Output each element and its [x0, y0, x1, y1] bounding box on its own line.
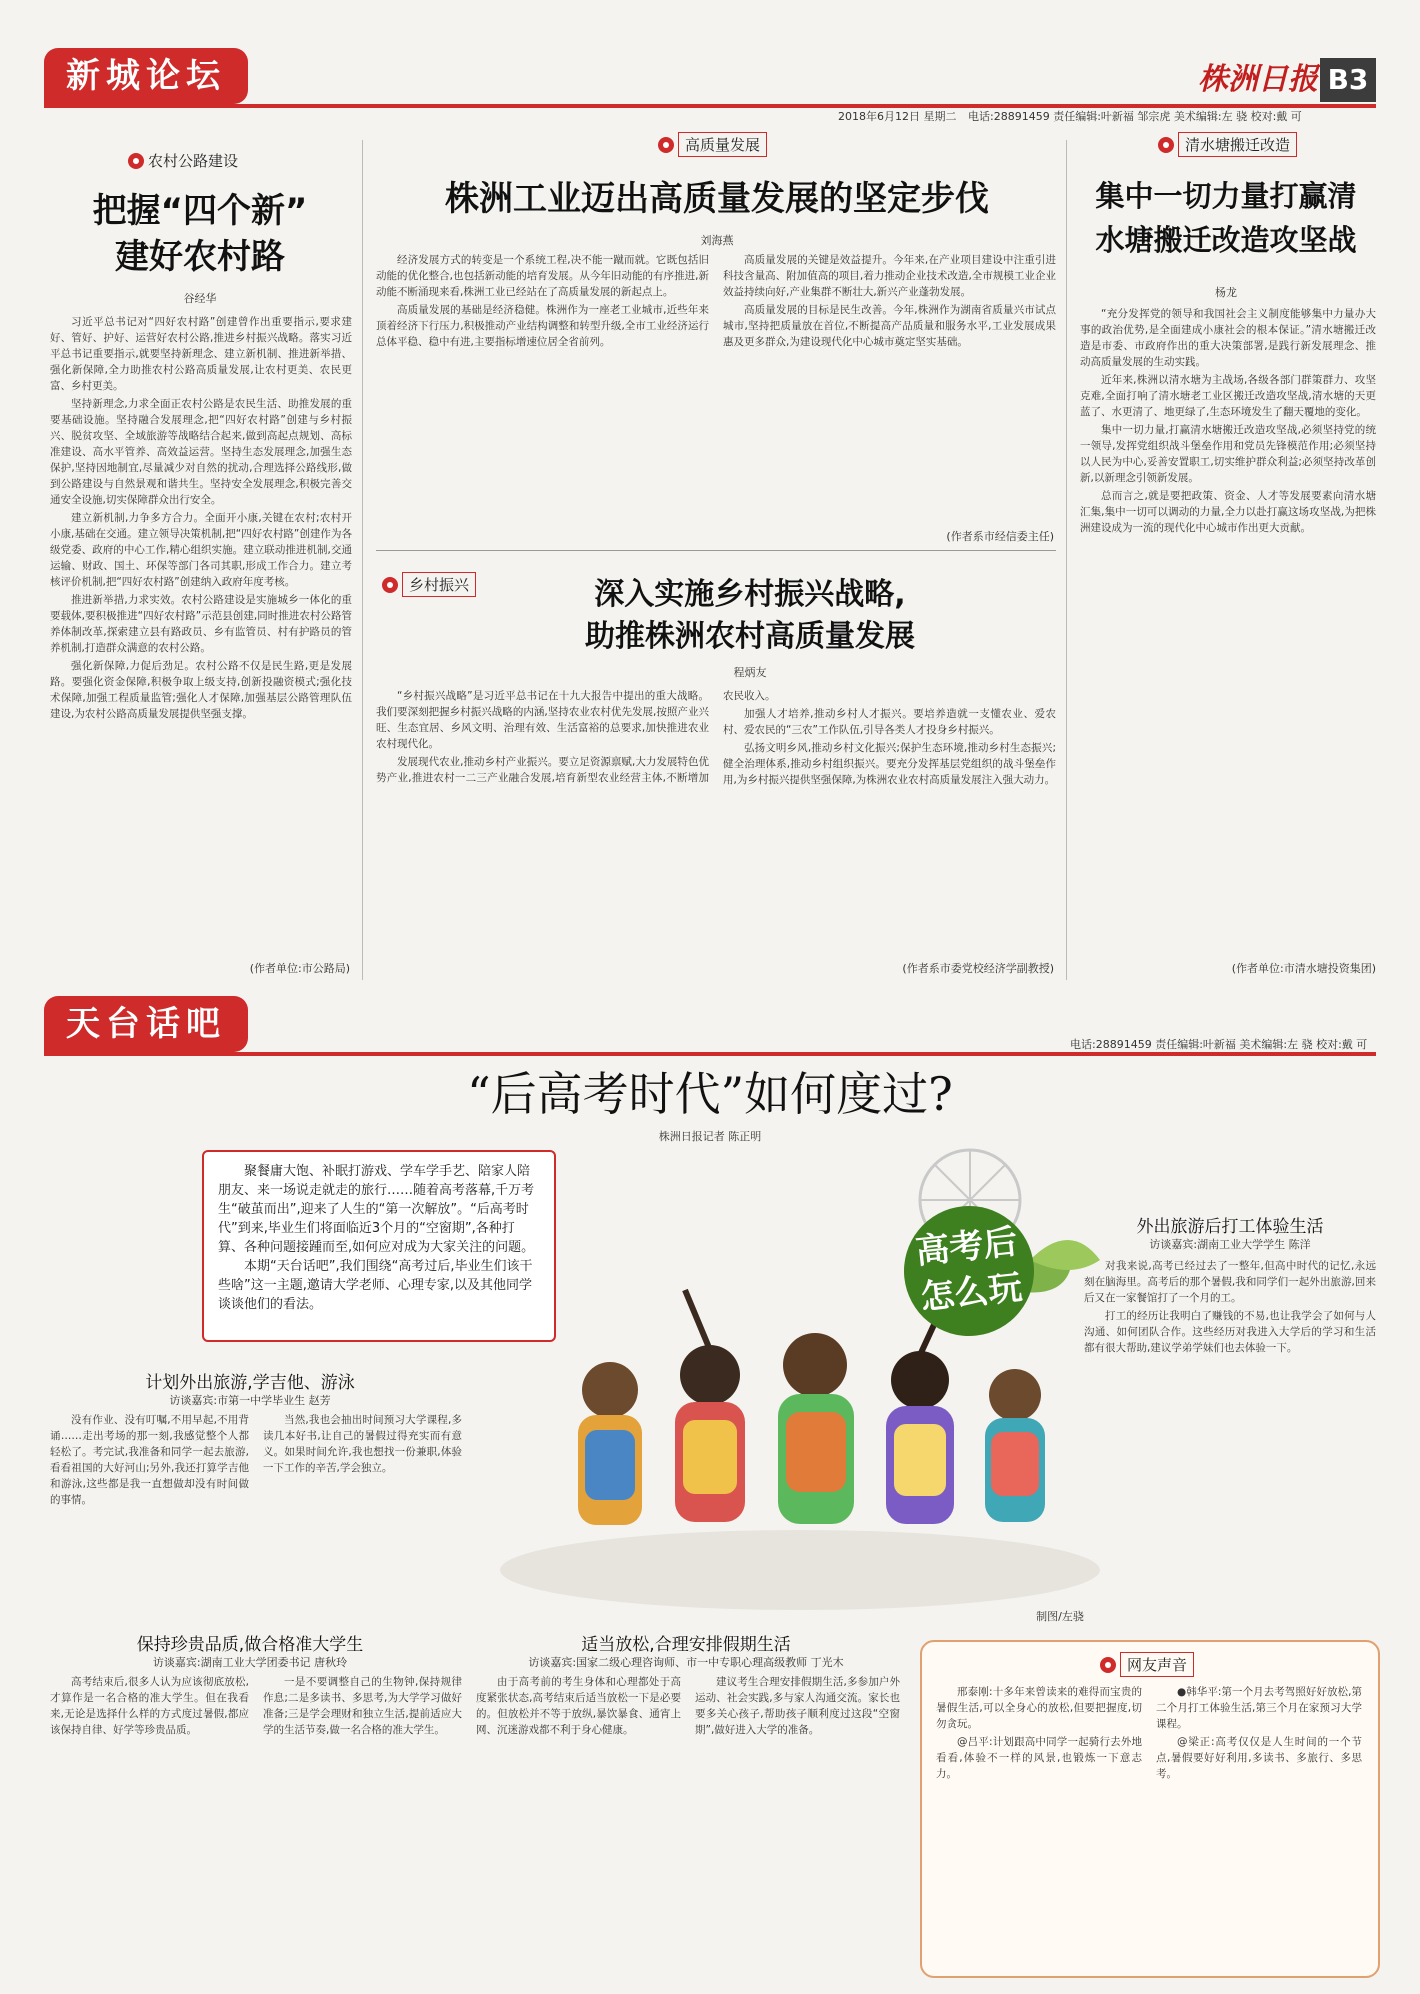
article1-note: (作者单位:市公路局) — [249, 962, 350, 975]
article4-body — [376, 688, 1056, 946]
netizens-col1 — [936, 1684, 1142, 1964]
netizens-col2 — [1156, 1684, 1362, 1964]
article4-title-line1: 深入实施乡村振兴战略, — [594, 577, 906, 612]
paragraph: “充分发挥党的领导和我国社会主义制度能够集中力量办大事的政治优势,是全面建成小康社会的根本保证。”清水塘搬迁改造是市委、市政府作出的重大决策部署,是践行新发展理念、推动高质量发展的生动实践。 — [1080, 308, 1376, 368]
article1-author: 谷经华 — [183, 292, 217, 305]
red-circle-icon — [1158, 137, 1174, 153]
article3-note: (作者单位:市清水塘投资集团) — [1231, 962, 1376, 975]
tag-rural-revitalization — [382, 572, 476, 597]
interview4-body — [476, 1674, 900, 1974]
paragraph: 一是不要调整自己的生物钟,保持规律作息;二是多读书、多思考,为大学学习做好准备;三是学会理财和独立生活,提前适应大学的生活节奏,做一名合格的准大学生。 — [263, 1676, 462, 1736]
interview2-heading: 保持珍贵品质,做合格准大学生 — [136, 1635, 364, 1655]
article3-body — [1080, 306, 1376, 954]
dateline: 2018年6月12日 星期二 — [838, 110, 957, 123]
tag-label: 网友声音 — [1120, 1652, 1194, 1677]
badge-line2: 怎么玩 — [918, 1267, 1025, 1319]
newspaper-logo: 株洲日报 — [1198, 62, 1318, 97]
article3-title — [1076, 174, 1376, 262]
article1-title-line2: 建好农村路 — [115, 237, 285, 277]
tag-rural-roads — [128, 150, 238, 171]
paragraph: 建立新机制,力争多方合力。全面开小康,关键在农村;农村开小康,基础在交通。建立领导决策机制,把“四好农村路”创建作为各级党委、政府的中心工作,精心组织实施。建立联动推进机制,交通运输、财政、国土、环保等部门各司其职,形成工作合力。建立考核评价机制,把“四好农村路”创建纳入政府年度考核。 — [50, 512, 352, 588]
paragraph: 坚持新理念,力求全面正农村公路是农民生活、助推发展的重要基础设施。坚持融合发展理念,把“四好农村路”创建与乡村振兴、脱贫攻坚、全域旅游等战略结合起来,做到高起点规划、高标准建设、高水平管养、高效益运营。坚持生态发展理念,加强生态保护,坚持因地制宜,尽量减少对自然的扰动,合理选择公路线形,做到公路建设与自然景观和谐共生。坚持安全发展理念,积极完善交通安全设施,切实保障群众出行安全。 — [50, 398, 352, 506]
column-divider — [1066, 140, 1067, 980]
red-circle-icon — [382, 577, 398, 593]
paragraph: 强化新保障,力促后劲足。农村公路不仅是民生路,更是发展路。要强化资金保障,积极争取上级支持,创新投融资模式;强化技术保障,加强工程质量监管;强化人才保障,加强基层公路管理队伍建设,为农村公路高质量发展提供坚强支撑。 — [50, 660, 352, 720]
article4-note: (作者系市委党校经济学副教授) — [902, 962, 1054, 975]
tag-netizens — [1100, 1652, 1194, 1677]
interview1-heading: 计划外出旅游,学吉他、游泳 — [145, 1373, 355, 1393]
section-tab-xincheng: 新城论坛 — [44, 48, 248, 104]
paragraph: 高考结束后,很多人认为应该彻底放松,才算作是一名合格的准大学生。但在我看来,无论是选择什么样的方式度过暑假,都应该保持自律、好学等珍贵品质。 — [50, 1676, 249, 1736]
article3-title-line1: 集中一切力量打赢清 — [1095, 179, 1357, 213]
red-circle-icon — [1100, 1657, 1116, 1673]
article2-note: (作者系市经信委主任) — [946, 530, 1054, 543]
section2-byline: 株洲日报记者 陈正明 — [658, 1130, 762, 1143]
badge-line1: 高考后 — [913, 1221, 1020, 1273]
tag-high-quality — [658, 132, 767, 157]
paragraph: 集中一切力量,打赢清水塘搬迁改造攻坚战,必须坚持党的统一领导,发挥党组织战斗堡垒作用和党员先锋模范作用;必须坚持以人民为中心,妥善安置职工,切实维护群众利益;必须坚持改革创新,以新理念引领新发展。 — [1080, 424, 1376, 484]
interview4-heading: 适当放松,合理安排假期生活 — [581, 1635, 791, 1655]
interview4-guest: 访谈嘉宾:国家二级心理咨询师、市一中专职心理高级教师 丁光木 — [528, 1656, 844, 1669]
red-circle-icon — [128, 153, 144, 169]
interview2-body — [50, 1674, 462, 1974]
article1-title-line1: 把握“四个新” — [92, 191, 308, 231]
article4-author: 程炳友 — [733, 666, 767, 679]
section2-title: “后高考时代”如何度过? — [467, 1067, 953, 1121]
interview2-guest: 访谈嘉宾:湖南工业大学团委书记 唐秋玲 — [152, 1656, 348, 1669]
children-backpacks-illustration — [470, 1140, 1150, 1620]
section-tab-tiantai: 天台话吧 — [44, 996, 248, 1052]
paragraph: 总而言之,就是要把政策、资金、人才等发展要素向清水塘汇集,集中一切可以调动的力量,全力以赴打赢这场攻坚战,为把株洲建设成为一流的现代化中心城市作出更大贡献。 — [1080, 490, 1376, 534]
paragraph: 没有作业、没有叮嘱,不用早起,不用背诵……走出考场的那一刻,我感觉整个人都轻松了。考完试,我准备和同学一起去旅游,看看祖国的大好河山;另外,我还打算学吉他和游泳,这些都是我一直想做却没有时间做的事情。 — [50, 1414, 249, 1506]
paragraph: 建议考生合理安排假期生活,多参加户外运动、社会实践,多与家人沟通交流。家长也要多关心孩子,帮助孩子顺利度过这段“空窗期”,做好进入大学的准备。 — [695, 1676, 900, 1736]
article1-body — [50, 314, 352, 954]
paragraph: 由于高考前的考生身体和心理都处于高度紧张状态,高考结束后适当放松一下是必要的。但放松并不等于放纵,暴饮暴食、通宵上网、沉迷游戏都不利于身心健康。 — [476, 1676, 681, 1736]
section2-rule — [44, 1052, 1376, 1056]
paragraph: 高质量发展的目标是民生改善。今年,株洲作为湖南省质量兴市试点城市,坚持把质量放在首位,不断提高产品质量和服务水平,工业发展成果惠及更多群众,为建设现代化中心城市奠定坚实基础。 — [723, 304, 1056, 348]
illustration-credit: 制图/左骁 — [1036, 1610, 1084, 1623]
tag-qingshuitang — [1158, 132, 1297, 157]
intro-paragraph: 聚餐庸大饱、补眠打游戏、学车学手艺、陪家人陪朋友、来一场说走就走的旅行……随着高考落幕,千万考生“破茧而出”,迎来了人生的“第一次解放”。“后高考时代”到来,毕业生们将面临近3个月的“空窗期”,各种打算、各种问题接踵而至,如何应对成为大家关注的问题。 — [218, 1164, 535, 1255]
interview1-body — [50, 1412, 462, 1610]
netizen-comment: @吕平:计划跟高中同学一起骑行去外地看看,体验不一样的风景,也锻炼一下意志力。 — [936, 1736, 1142, 1780]
article1-title — [50, 188, 350, 280]
interview3-body — [1084, 1258, 1376, 1628]
paragraph: 当然,我也会抽出时间预习大学课程,多读几本好书,让自己的暑假过得充实而有意义。如果时间允许,我也想找一份兼职,体验一下工作的辛苦,学会独立。 — [263, 1414, 462, 1474]
interview1-guest: 访谈嘉宾:市第一中学毕业生 赵芳 — [169, 1394, 331, 1407]
paragraph: 近年来,株洲以清水塘为主战场,各级各部门群策群力、攻坚克难,全面打响了清水塘老工业区搬迁改造攻坚战,清水塘的天更蓝了、水更清了、地更绿了,生态环境发生了翻天覆地的变化。 — [1080, 374, 1376, 418]
interview3-guest: 访谈嘉宾:湖南工业大学学生 陈洋 — [1149, 1238, 1311, 1251]
tag-label: 农村公路建设 — [148, 152, 239, 170]
interview3-heading: 外出旅游后打工体验生活 — [1136, 1217, 1324, 1237]
article4-title-line2: 助推株洲农村高质量发展 — [585, 619, 915, 654]
section-divider — [376, 550, 1056, 551]
netizen-comment: 邢泰刚:十多年来曾读来的难得而宝贵的暑假生活,可以全身心的放松,但要把握度,切勿贪玩。 — [936, 1686, 1142, 1730]
illustration — [470, 1140, 1150, 1620]
netizen-comment: @梁正:高考仅仅是人生时间的一个节点,暑假要好好利用,多读书、多旅行、多思考。 — [1156, 1736, 1362, 1780]
paragraph: 对我来说,高考已经过去了一整年,但高中时代的记忆,永远刻在脑海里。高考后的那个暑假,我和同学们一起外出旅游,回来后又在一家餐馆打了一个月的工。 — [1084, 1260, 1376, 1304]
tag-label: 清水塘搬迁改造 — [1178, 132, 1297, 157]
paragraph: 高质量发展的基础是经济稳健。株洲作为一座老工业城市,近些年来顶着经济下行压力,积极推动产业结构调整和转型升级,全市工业经济运行总体平稳、稳中有进,主要指标增速位居全省前列。 — [376, 304, 709, 348]
tag-label: 高质量发展 — [678, 132, 767, 157]
article2-body — [376, 252, 1056, 524]
article3-title-line2: 水塘搬迁改造攻坚战 — [1095, 223, 1357, 257]
paragraph: 打工的经历让我明白了赚钱的不易,也让我学会了如何与人沟通、如何团队合作。这些经历对我进入大学后的学习和生活都有很大帮助,建议学弟学妹们也去体验一下。 — [1084, 1310, 1376, 1354]
article2-title: 株洲工业迈出高质量发展的坚定步伐 — [445, 179, 989, 219]
article2-author: 刘海燕 — [700, 234, 734, 247]
paragraph: 经济发展方式的转变是一个系统工程,决不能一蹴而就。它既包括旧动能的优化整合,也包括新动能的培育发展。从今年旧动能的有序推进,新动能不断涌现来看,株洲工业已经站在了高质量发展的新起点上。 — [376, 254, 709, 298]
paragraph: 习近平总书记对“四好农村路”创建曾作出重要指示,要求建好、管好、护好、运营好农村公路,推进乡村振兴战略。落实习近平总书记重要指示,就要坚持新理念、建立新机制、推进新举措、强化新保障,全力助推农村公路高质量发展,让农村更美、农民更富、乡村更美。 — [50, 316, 352, 392]
intro-paragraph: 本期“天台话吧”,我们围绕“高考过后,毕业生们该干些啥”这一主题,邀请大学老师、心理专家,以及其他同学谈谈他们的看法。 — [218, 1259, 533, 1312]
article3-author: 杨龙 — [1215, 286, 1237, 299]
paragraph: 推进新举措,力求实效。农村公路建设是实施城乡一体化的重要载体,要积极推进“四好农村路”示范县创建,同时推进农村公路管养体制改革,探索建立县有路政员、乡有监管员、村有护路员的管养机制,打造群众满意的农村公路。 — [50, 594, 352, 654]
paragraph: “乡村振兴战略”是习近平总书记在十九大报告中提出的重大战略。我们要深刻把握乡村振兴战略的内涵,坚持农业农村优先发展,按照产业兴旺、生态宜居、乡风文明、治理有效、生活富裕的总要求,加快推进农业农村现代化。 — [376, 690, 709, 750]
paragraph: 发展现代农业,推动乡村产业振兴。要立足资源禀赋,大力发展特色优势产业,推进农村一二三产业融合发展,培育新型农业经营主体,不断增加农民收入。 — [376, 690, 776, 784]
netizen-comment: ●韩华平:第一个月去考驾照好好放松,第二个月打工体验生活,第三个月在家预习大学课程。 — [1156, 1686, 1362, 1730]
article4-title — [470, 574, 1030, 658]
red-circle-icon — [658, 137, 674, 153]
page-number: B3 — [1320, 58, 1376, 102]
paragraph: 弘扬文明乡风,推动乡村文化振兴;保护生态环境,推动乡村生态振兴;健全治理体系,推动乡村组织振兴。要充分发挥基层党组织的战斗堡垒作用,为乡村振兴提供坚强保障,为株洲农业农村高质量发展注入强大动力。 — [723, 742, 1056, 786]
paragraph: 加强人才培养,推动乡村人才振兴。要培养造就一支懂农业、爱农村、爱农民的“三农”工作队伍,引导各类人才投身乡村振兴。 — [723, 708, 1056, 736]
header-contact: 电话:28891459 责任编辑:叶新福 邹宗虎 美术编辑:左 骁 校对:戴 可 — [968, 110, 1302, 123]
section2-contact: 电话:28891459 责任编辑:叶新福 美术编辑:左 骁 校对:戴 可 — [1070, 1038, 1368, 1051]
column-divider — [362, 140, 363, 980]
paragraph: 高质量发展的关键是效益提升。今年来,在产业项目建设中注重引进科技含量高、附加值高的项目,着力推动企业技术改造,全市规模工业企业效益持续向好,产业集群不断壮大,新兴产业蓬勃发展。 — [723, 254, 1056, 298]
tag-label: 乡村振兴 — [402, 572, 476, 597]
